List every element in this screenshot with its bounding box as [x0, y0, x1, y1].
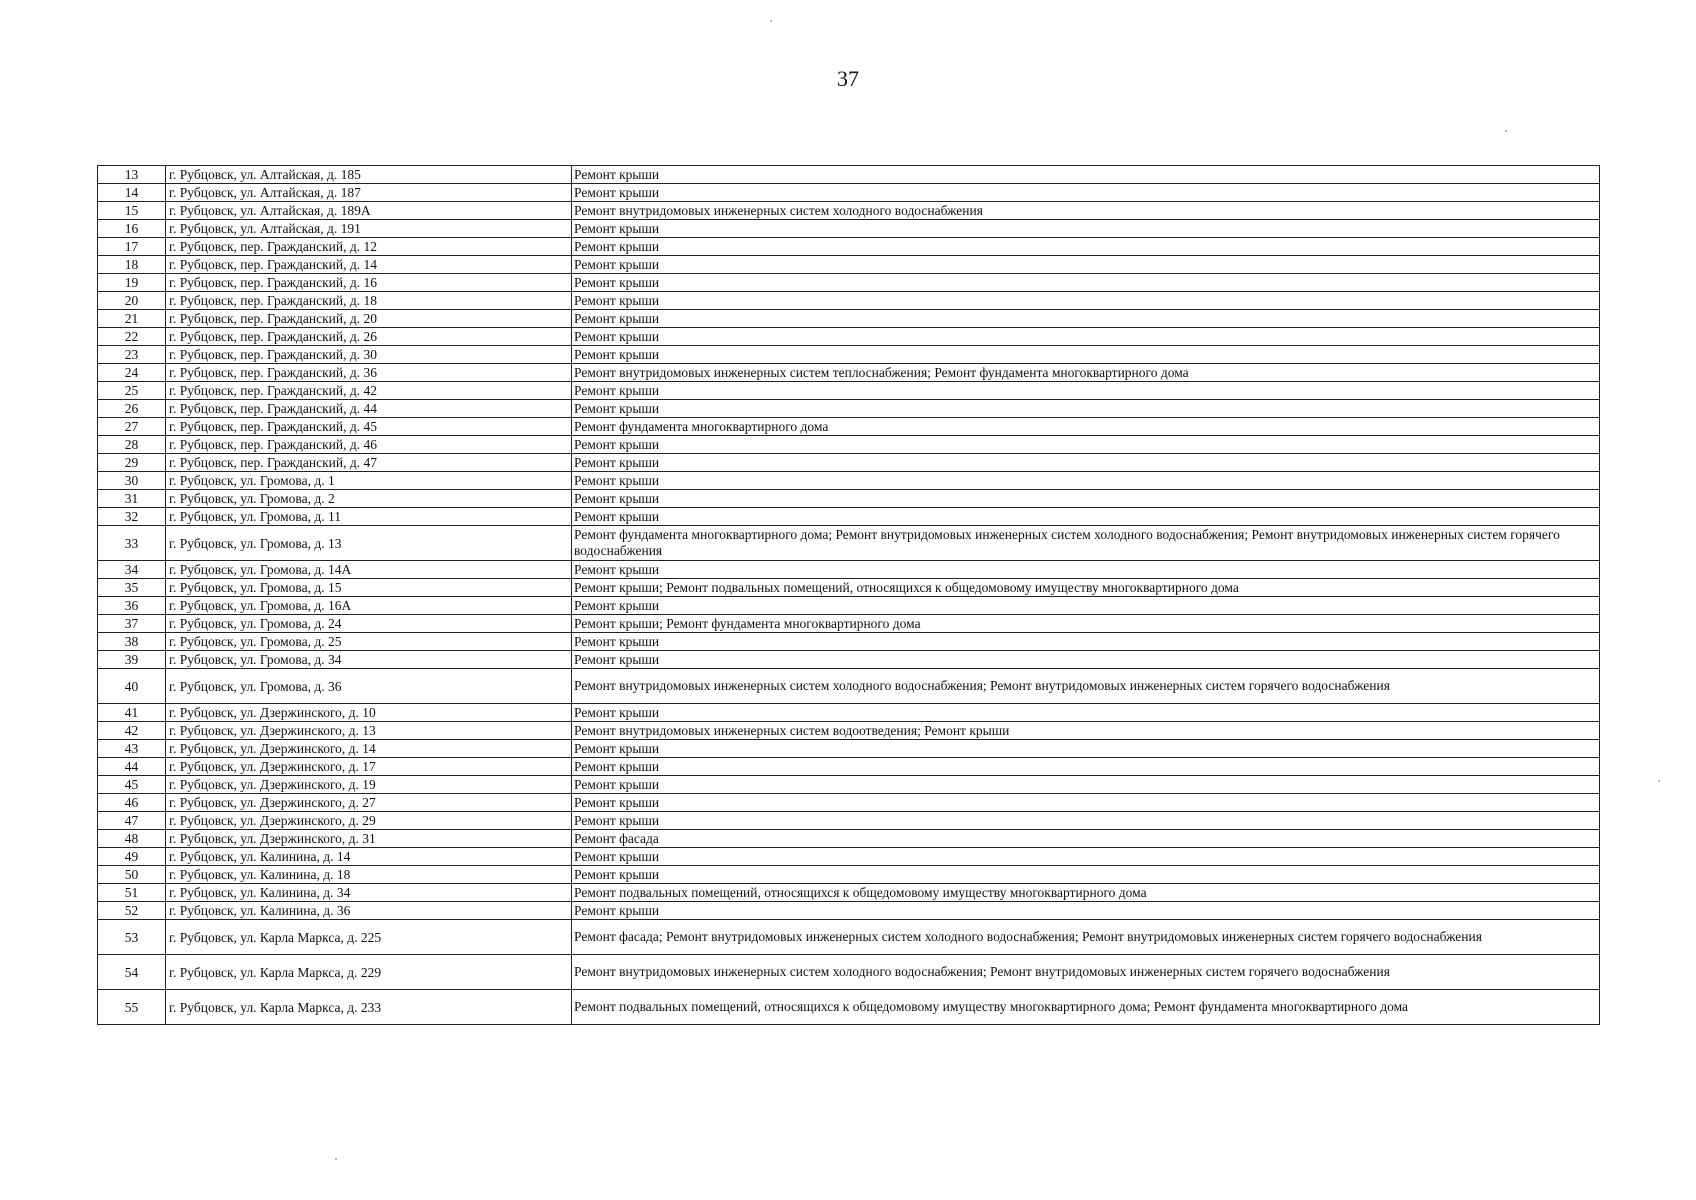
row-address: г. Рубцовск, пер. Гражданский, д. 26 [166, 328, 572, 346]
row-address: г. Рубцовск, ул. Дзержинского, д. 17 [166, 758, 572, 776]
table-row [98, 758, 1600, 776]
row-work-type: Ремонт крыши [572, 184, 1600, 202]
row-number: 18 [98, 256, 166, 274]
row-address: г. Рубцовск, пер. Гражданский, д. 46 [166, 436, 572, 454]
table-row [98, 238, 1600, 256]
row-address: г. Рубцовск, пер. Гражданский, д. 47 [166, 454, 572, 472]
row-work-type: Ремонт фундамента многоквартирного дома [572, 418, 1600, 436]
row-number: 21 [98, 310, 166, 328]
row-number: 23 [98, 346, 166, 364]
row-work-type: Ремонт крыши [572, 848, 1600, 866]
table-row [98, 364, 1600, 382]
table-row [98, 310, 1600, 328]
table-row [98, 346, 1600, 364]
row-work-type: Ремонт крыши [572, 346, 1600, 364]
row-number: 32 [98, 508, 166, 526]
row-address: г. Рубцовск, ул. Дзержинского, д. 27 [166, 794, 572, 812]
row-number: 28 [98, 436, 166, 454]
row-work-type: Ремонт крыши [572, 490, 1600, 508]
row-number: 30 [98, 472, 166, 490]
row-number: 38 [98, 633, 166, 651]
table-row [98, 776, 1600, 794]
row-work-type: Ремонт крыши [572, 704, 1600, 722]
row-address: г. Рубцовск, пер. Гражданский, д. 42 [166, 382, 572, 400]
row-work-type: Ремонт внутридомовых инженерных систем теплоснабжения; Ремонт фундамента многоквартирного дома [572, 364, 1600, 382]
table-row [98, 220, 1600, 238]
row-work-type: Ремонт крыши; Ремонт фундамента многоквартирного дома [572, 615, 1600, 633]
row-number: 14 [98, 184, 166, 202]
row-work-type: Ремонт крыши [572, 812, 1600, 830]
row-number: 19 [98, 274, 166, 292]
table-row [98, 274, 1600, 292]
row-work-type: Ремонт крыши [572, 866, 1600, 884]
row-address: г. Рубцовск, ул. Громова, д. 34 [166, 651, 572, 669]
row-address: г. Рубцовск, пер. Гражданский, д. 30 [166, 346, 572, 364]
row-address: г. Рубцовск, ул. Карла Маркса, д. 225 [166, 920, 572, 955]
table-row [98, 579, 1600, 597]
row-work-type: Ремонт крыши [572, 310, 1600, 328]
row-address: г. Рубцовск, пер. Гражданский, д. 45 [166, 418, 572, 436]
table-row [98, 866, 1600, 884]
row-address: г. Рубцовск, ул. Громова, д. 24 [166, 615, 572, 633]
row-number: 44 [98, 758, 166, 776]
row-number: 55 [98, 990, 166, 1025]
row-address: г. Рубцовск, ул. Дзержинского, д. 31 [166, 830, 572, 848]
table-row [98, 202, 1600, 220]
table-row [98, 669, 1600, 704]
row-work-type: Ремонт крыши [572, 758, 1600, 776]
row-number: 35 [98, 579, 166, 597]
row-number: 47 [98, 812, 166, 830]
row-address: г. Рубцовск, ул. Алтайская, д. 187 [166, 184, 572, 202]
row-number: 16 [98, 220, 166, 238]
row-work-type: Ремонт внутридомовых инженерных систем холодного водоснабжения; Ремонт внутридомовых инженерных систем горячего водоснабжения [572, 955, 1600, 990]
table-row [98, 490, 1600, 508]
row-address: г. Рубцовск, ул. Громова, д. 16А [166, 597, 572, 615]
row-address: г. Рубцовск, ул. Калинина, д. 18 [166, 866, 572, 884]
table-row [98, 830, 1600, 848]
row-number: 53 [98, 920, 166, 955]
row-work-type: Ремонт крыши [572, 400, 1600, 418]
row-address: г. Рубцовск, ул. Карла Маркса, д. 229 [166, 955, 572, 990]
table-row [98, 651, 1600, 669]
page-number: 37 [837, 66, 859, 91]
row-number: 29 [98, 454, 166, 472]
table-row [98, 328, 1600, 346]
table-row [98, 382, 1600, 400]
row-number: 26 [98, 400, 166, 418]
row-work-type: Ремонт подвальных помещений, относящихся к общедомовому имуществу многоквартирного дома; Ремонт фундамента многоквартирного дома [572, 990, 1600, 1025]
table-row [98, 454, 1600, 472]
row-address: г. Рубцовск, пер. Гражданский, д. 36 [166, 364, 572, 382]
row-address: г. Рубцовск, ул. Дзержинского, д. 29 [166, 812, 572, 830]
row-number: 36 [98, 597, 166, 615]
row-number: 49 [98, 848, 166, 866]
row-address: г. Рубцовск, ул. Калинина, д. 36 [166, 902, 572, 920]
scan-speck [770, 20, 772, 22]
row-work-type: Ремонт крыши [572, 328, 1600, 346]
row-number: 43 [98, 740, 166, 758]
row-address: г. Рубцовск, ул. Алтайская, д. 185 [166, 166, 572, 184]
row-address: г. Рубцовск, ул. Дзержинского, д. 10 [166, 704, 572, 722]
row-address: г. Рубцовск, ул. Громова, д. 2 [166, 490, 572, 508]
row-number: 41 [98, 704, 166, 722]
table-row [98, 955, 1600, 990]
table-row [98, 633, 1600, 651]
table-row [98, 400, 1600, 418]
row-work-type: Ремонт крыши [572, 740, 1600, 758]
row-work-type: Ремонт крыши [572, 292, 1600, 310]
table-row [98, 812, 1600, 830]
row-work-type: Ремонт крыши [572, 902, 1600, 920]
row-address: г. Рубцовск, пер. Гражданский, д. 18 [166, 292, 572, 310]
row-number: 52 [98, 902, 166, 920]
row-address: г. Рубцовск, пер. Гражданский, д. 12 [166, 238, 572, 256]
row-address: г. Рубцовск, ул. Громова, д. 13 [166, 526, 572, 561]
row-number: 51 [98, 884, 166, 902]
row-work-type: Ремонт крыши [572, 238, 1600, 256]
table-row [98, 722, 1600, 740]
row-address: г. Рубцовск, ул. Дзержинского, д. 19 [166, 776, 572, 794]
row-address: г. Рубцовск, ул. Громова, д. 25 [166, 633, 572, 651]
table-row [98, 740, 1600, 758]
row-work-type: Ремонт внутридомовых инженерных систем холодного водоснабжения; Ремонт внутридомовых инженерных систем горячего водоснабжения [572, 669, 1600, 704]
row-number: 24 [98, 364, 166, 382]
table-row [98, 292, 1600, 310]
row-work-type: Ремонт крыши [572, 472, 1600, 490]
scan-speck [1658, 780, 1660, 782]
row-number: 13 [98, 166, 166, 184]
row-address: г. Рубцовск, ул. Громова, д. 11 [166, 508, 572, 526]
row-work-type: Ремонт крыши; Ремонт подвальных помещений, относящихся к общедомовому имуществу многоквартирного дома [572, 579, 1600, 597]
table-row [98, 884, 1600, 902]
row-address: г. Рубцовск, ул. Громова, д. 14А [166, 561, 572, 579]
row-work-type: Ремонт крыши [572, 166, 1600, 184]
row-address: г. Рубцовск, ул. Громова, д. 1 [166, 472, 572, 490]
table-body [98, 166, 1600, 1025]
row-address: г. Рубцовск, ул. Дзержинского, д. 13 [166, 722, 572, 740]
row-address: г. Рубцовск, ул. Алтайская, д. 191 [166, 220, 572, 238]
row-address: г. Рубцовск, пер. Гражданский, д. 16 [166, 274, 572, 292]
row-address: г. Рубцовск, пер. Гражданский, д. 14 [166, 256, 572, 274]
scan-speck [335, 1158, 337, 1160]
table-row [98, 597, 1600, 615]
table-row [98, 508, 1600, 526]
row-number: 46 [98, 794, 166, 812]
row-number: 37 [98, 615, 166, 633]
table-row [98, 418, 1600, 436]
row-work-type: Ремонт крыши [572, 508, 1600, 526]
table-row [98, 561, 1600, 579]
row-address: г. Рубцовск, ул. Калинина, д. 34 [166, 884, 572, 902]
row-work-type: Ремонт подвальных помещений, относящихся к общедомовому имуществу многоквартирного дома [572, 884, 1600, 902]
row-address: г. Рубцовск, ул. Громова, д. 36 [166, 669, 572, 704]
row-number: 20 [98, 292, 166, 310]
row-address: г. Рубцовск, ул. Алтайская, д. 189А [166, 202, 572, 220]
row-address: г. Рубцовск, ул. Карла Маркса, д. 233 [166, 990, 572, 1025]
row-number: 25 [98, 382, 166, 400]
row-work-type: Ремонт крыши [572, 256, 1600, 274]
row-work-type: Ремонт крыши [572, 561, 1600, 579]
row-address: г. Рубцовск, ул. Громова, д. 15 [166, 579, 572, 597]
table-row [98, 472, 1600, 490]
table-row [98, 794, 1600, 812]
row-work-type: Ремонт крыши [572, 382, 1600, 400]
row-address: г. Рубцовск, пер. Гражданский, д. 44 [166, 400, 572, 418]
table-row [98, 436, 1600, 454]
row-work-type: Ремонт внутридомовых инженерных систем холодного водоснабжения [572, 202, 1600, 220]
row-number: 22 [98, 328, 166, 346]
row-number: 54 [98, 955, 166, 990]
table-row [98, 184, 1600, 202]
row-address: г. Рубцовск, пер. Гражданский, д. 20 [166, 310, 572, 328]
table-row [98, 990, 1600, 1025]
table-row [98, 704, 1600, 722]
table-row [98, 902, 1600, 920]
row-work-type: Ремонт крыши [572, 651, 1600, 669]
row-number: 31 [98, 490, 166, 508]
row-number: 27 [98, 418, 166, 436]
row-number: 48 [98, 830, 166, 848]
row-number: 42 [98, 722, 166, 740]
row-work-type: Ремонт крыши [572, 597, 1600, 615]
row-work-type: Ремонт крыши [572, 436, 1600, 454]
row-work-type: Ремонт крыши [572, 220, 1600, 238]
row-number: 40 [98, 669, 166, 704]
row-work-type: Ремонт внутридомовых инженерных систем водоотведения; Ремонт крыши [572, 722, 1600, 740]
row-number: 39 [98, 651, 166, 669]
row-number: 33 [98, 526, 166, 561]
table-row [98, 166, 1600, 184]
row-number: 15 [98, 202, 166, 220]
row-address: г. Рубцовск, ул. Дзержинского, д. 14 [166, 740, 572, 758]
repair-works-table [97, 165, 1600, 1025]
table-row [98, 848, 1600, 866]
row-work-type: Ремонт фасада [572, 830, 1600, 848]
row-work-type: Ремонт крыши [572, 274, 1600, 292]
table-row [98, 526, 1600, 561]
row-work-type: Ремонт крыши [572, 776, 1600, 794]
row-work-type: Ремонт крыши [572, 454, 1600, 472]
table-row [98, 615, 1600, 633]
row-address: г. Рубцовск, ул. Калинина, д. 14 [166, 848, 572, 866]
row-work-type: Ремонт крыши [572, 633, 1600, 651]
row-number: 17 [98, 238, 166, 256]
row-number: 50 [98, 866, 166, 884]
table-row [98, 920, 1600, 955]
table-row [98, 256, 1600, 274]
row-work-type: Ремонт фасада; Ремонт внутридомовых инженерных систем холодного водоснабжения; Ремонт внутридомовых инженерных систем горячего водоснабжения [572, 920, 1600, 955]
row-number: 34 [98, 561, 166, 579]
row-work-type: Ремонт крыши [572, 794, 1600, 812]
scan-speck [1505, 130, 1507, 132]
row-number: 45 [98, 776, 166, 794]
row-work-type: Ремонт фундамента многоквартирного дома; Ремонт внутридомовых инженерных систем холодного водоснабжения; Ремонт внутридомовых инженерных систем горячего водоснабжения [572, 526, 1600, 561]
